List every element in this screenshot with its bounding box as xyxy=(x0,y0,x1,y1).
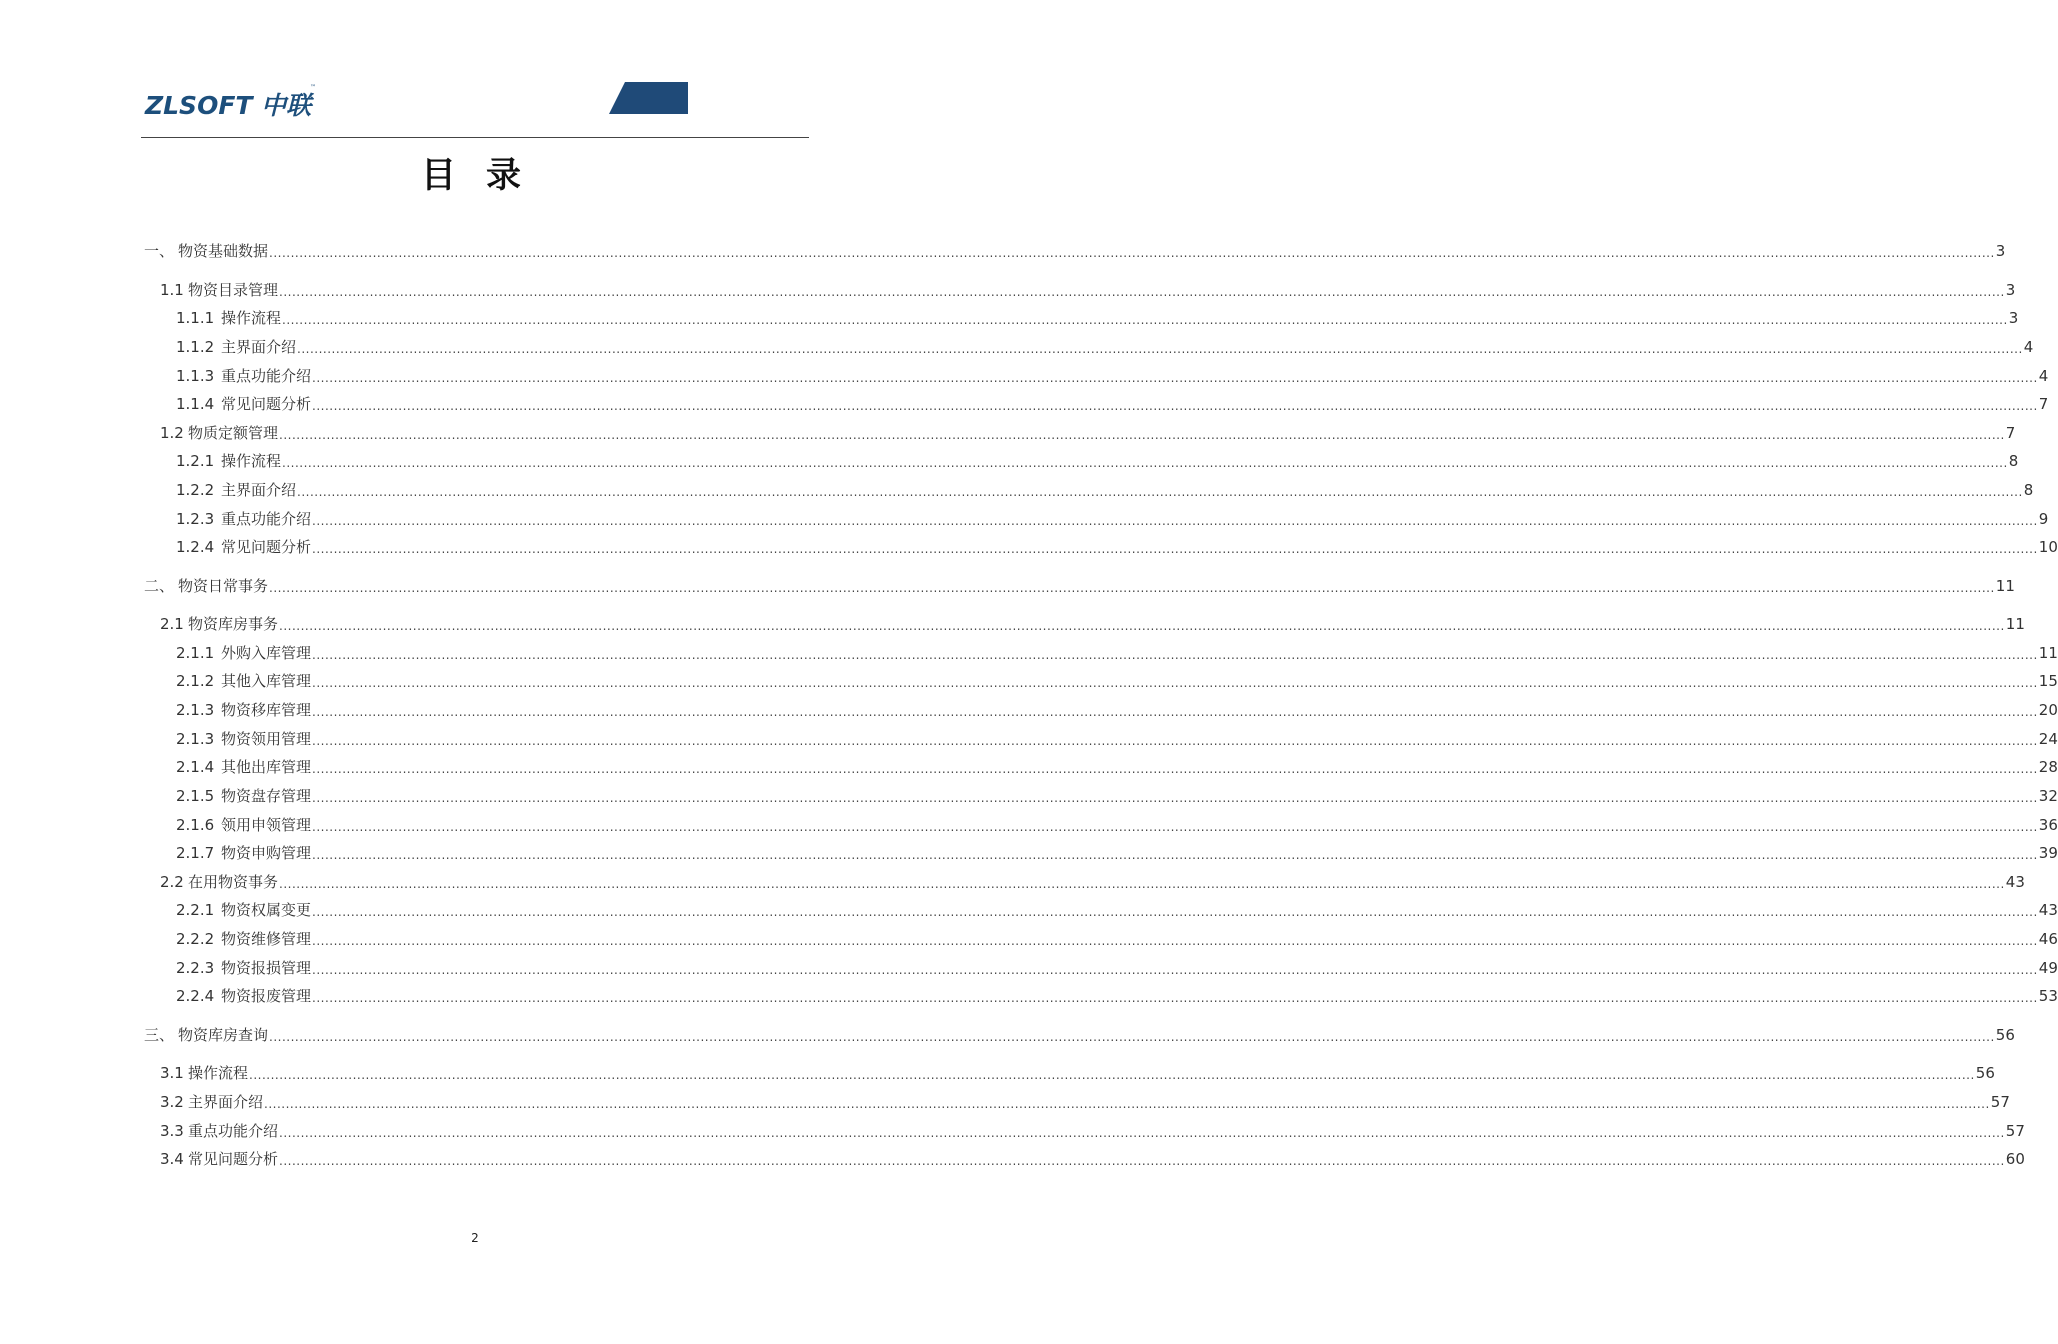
toc-dot-leader: ................................................................................................................................................................................................................................................................................................................................................................................................................ xyxy=(312,542,2038,556)
toc-entry-label: 常见问题分析 xyxy=(188,1150,279,1168)
toc-dot-leader: ................................................................................................................................................................................................................................................................................................................................................................................................................ xyxy=(282,313,2008,327)
toc-entry[interactable] xyxy=(160,1121,2025,1141)
toc-entry-label: 物资基础数据 xyxy=(178,242,269,260)
toc-entry-number: 2.1.2 xyxy=(176,672,215,690)
toc-entry-number: 1.1.2 xyxy=(176,338,215,356)
toc-entry-label: 物资库房查询 xyxy=(178,1026,269,1044)
toc-entry-page: 53 xyxy=(2038,987,2058,1005)
toc-entry-number: 2.1.5 xyxy=(176,787,215,805)
toc-entry[interactable] xyxy=(176,815,2058,835)
toc-dot-leader: ................................................................................................................................................................................................................................................................................................................................................................................................................ xyxy=(297,485,2023,499)
logo-trademark: ™ xyxy=(310,84,316,91)
toc-entry-page: 11 xyxy=(2005,615,2025,633)
toc-entry[interactable] xyxy=(176,509,2049,529)
toc-dot-leader: ................................................................................................................................................................................................................................................................................................................................................................................................................ xyxy=(279,1126,2005,1140)
toc-entry[interactable] xyxy=(160,872,2025,892)
toc-entry-label: 操作流程 xyxy=(221,452,282,470)
toc-entry[interactable] xyxy=(176,643,2058,663)
toc-entry-page: 39 xyxy=(2038,844,2058,862)
toc-dot-leader: ................................................................................................................................................................................................................................................................................................................................................................................................................ xyxy=(249,1068,1975,1082)
toc-dot-leader: ................................................................................................................................................................................................................................................................................................................................................................................................................ xyxy=(279,877,2005,891)
toc-entry-page: 15 xyxy=(2038,672,2058,690)
toc-dot-leader: ................................................................................................................................................................................................................................................................................................................................................................................................................ xyxy=(312,848,2038,862)
toc-entry-page: 7 xyxy=(2038,395,2049,413)
toc-entry-page: 43 xyxy=(2005,873,2025,891)
toc-entry-number: 3.3 xyxy=(160,1122,184,1140)
toc-entry-label: 领用申领管理 xyxy=(221,816,312,834)
toc-entry-label: 常见问题分析 xyxy=(221,538,312,556)
toc-entry[interactable] xyxy=(176,480,2034,500)
toc-entry[interactable] xyxy=(176,786,2058,806)
toc-entry-number: 2.1 xyxy=(160,615,184,633)
toc-entry-page: 36 xyxy=(2038,816,2058,834)
toc-entry-page: 56 xyxy=(1995,1026,2015,1044)
toc-entry-number: 1.1.3 xyxy=(176,367,215,385)
toc-dot-leader: ................................................................................................................................................................................................................................................................................................................................................................................................................ xyxy=(312,371,2038,385)
toc-dot-leader: ................................................................................................................................................................................................................................................................................................................................................................................................................ xyxy=(312,963,2038,977)
toc-entry[interactable] xyxy=(176,537,2058,557)
toc-entry-page: 49 xyxy=(2038,959,2058,977)
toc-entry-page: 9 xyxy=(2038,510,2049,528)
header-divider xyxy=(141,137,809,138)
toc-entry-number: 2.2.4 xyxy=(176,987,215,1005)
toc-dot-leader: ................................................................................................................................................................................................................................................................................................................................................................................................................ xyxy=(312,991,2038,1005)
toc-entry-number: 三、 xyxy=(144,1026,175,1044)
toc-entry[interactable] xyxy=(176,958,2058,978)
toc-entry-number: 2.1.1 xyxy=(176,644,215,662)
toc-entry[interactable] xyxy=(176,929,2058,949)
toc-entry[interactable] xyxy=(160,1092,2010,1112)
toc-entry-page: 60 xyxy=(2005,1150,2025,1168)
toc-entry-label: 在用物资事务 xyxy=(188,873,279,891)
toc-entry[interactable] xyxy=(176,366,2049,386)
toc-entry[interactable] xyxy=(176,986,2058,1006)
toc-entry-page: 4 xyxy=(2038,367,2049,385)
toc-entry[interactable] xyxy=(176,700,2058,720)
toc-entry-number: 3.4 xyxy=(160,1150,184,1168)
toc-dot-leader: ................................................................................................................................................................................................................................................................................................................................................................................................................ xyxy=(269,1030,1995,1044)
toc-entry-label: 物资报废管理 xyxy=(221,987,312,1005)
toc-entry[interactable] xyxy=(176,729,2058,749)
toc-dot-leader: ................................................................................................................................................................................................................................................................................................................................................................................................................ xyxy=(312,676,2038,690)
toc-entry-label: 重点功能介绍 xyxy=(188,1122,279,1140)
toc-dot-leader: ................................................................................................................................................................................................................................................................................................................................................................................................................ xyxy=(312,514,2038,528)
toc-entry[interactable] xyxy=(176,757,2058,777)
toc-entry-page: 57 xyxy=(1990,1093,2010,1111)
toc-entry-page: 20 xyxy=(2038,701,2058,719)
toc-entry-label: 操作流程 xyxy=(221,309,282,327)
toc-entry[interactable] xyxy=(176,451,2019,471)
page-number: 2 xyxy=(471,1231,479,1245)
toc-entry-number: 1.2.3 xyxy=(176,510,215,528)
toc-entry-number: 2.2.3 xyxy=(176,959,215,977)
toc-entry[interactable] xyxy=(160,1063,1995,1083)
toc-dot-leader: ................................................................................................................................................................................................................................................................................................................................................................................................................ xyxy=(312,762,2038,776)
toc-entry-label: 物资维修管理 xyxy=(221,930,312,948)
toc-entry-label: 物资日常事务 xyxy=(178,577,269,595)
toc-dot-leader: ................................................................................................................................................................................................................................................................................................................................................................................................................ xyxy=(312,734,2038,748)
toc-dot-leader: ................................................................................................................................................................................................................................................................................................................................................................................................................ xyxy=(312,905,2038,919)
toc-dot-leader: ................................................................................................................................................................................................................................................................................................................................................................................................................ xyxy=(312,820,2038,834)
toc-entry-page: 11 xyxy=(2038,644,2058,662)
toc-entry-number: 1.2.2 xyxy=(176,481,215,499)
toc-entry[interactable] xyxy=(160,423,2016,443)
toc-entry-label: 其他出库管理 xyxy=(221,758,312,776)
toc-entry-number: 2.1.3 xyxy=(176,730,215,748)
toc-entry[interactable] xyxy=(176,843,2058,863)
toc-entry[interactable] xyxy=(176,671,2058,691)
toc-dot-leader: ................................................................................................................................................................................................................................................................................................................................................................................................................ xyxy=(264,1097,1990,1111)
toc-dot-leader: ................................................................................................................................................................................................................................................................................................................................................................................................................ xyxy=(279,1154,2005,1168)
toc-entry-number: 1.1.1 xyxy=(176,309,215,327)
toc-entry-number: 2.1.4 xyxy=(176,758,215,776)
toc-entry-page: 4 xyxy=(2023,338,2034,356)
toc-entry-page: 32 xyxy=(2038,787,2058,805)
toc-dot-leader: ................................................................................................................................................................................................................................................................................................................................................................................................................ xyxy=(312,791,2038,805)
toc-dot-leader: ................................................................................................................................................................................................................................................................................................................................................................................................................ xyxy=(279,619,2005,633)
toc-entry-label: 外购入库管理 xyxy=(221,644,312,662)
toc-entry-number: 1.2.4 xyxy=(176,538,215,556)
toc-entry[interactable] xyxy=(176,394,2049,414)
page-title: 目录 xyxy=(420,156,551,196)
toc-entry-label: 重点功能介绍 xyxy=(221,367,312,385)
toc-entry-page: 3 xyxy=(1995,242,2006,260)
toc-entry-page: 11 xyxy=(1995,577,2015,595)
toc-entry-label: 主界面介绍 xyxy=(221,338,297,356)
toc-dot-leader: ................................................................................................................................................................................................................................................................................................................................................................................................................ xyxy=(282,456,2008,470)
toc-entry-number: 一、 xyxy=(144,242,175,260)
toc-entry-label: 物资目录管理 xyxy=(188,281,279,299)
header-logo xyxy=(143,82,688,120)
toc-entry-page: 24 xyxy=(2038,730,2058,748)
toc-entry-label: 物资权属变更 xyxy=(221,901,312,919)
toc-entry-label: 常见问题分析 xyxy=(221,395,312,413)
toc-entry[interactable] xyxy=(144,241,2006,261)
toc-entry-label: 物资盘存管理 xyxy=(221,787,312,805)
toc-entry-number: 2.2 xyxy=(160,873,184,891)
toc-entry[interactable] xyxy=(176,308,2019,328)
toc-entry-page: 3 xyxy=(2008,309,2019,327)
toc-entry-label: 物资领用管理 xyxy=(221,730,312,748)
toc-dot-leader: ................................................................................................................................................................................................................................................................................................................................................................................................................ xyxy=(297,342,2023,356)
toc-entry[interactable] xyxy=(176,337,2034,357)
logo-text: ZLSOFT 中联 xyxy=(145,91,312,120)
toc-entry-label: 物资移库管理 xyxy=(221,701,312,719)
toc-entry-label: 物资报损管理 xyxy=(221,959,312,977)
toc-entry-page: 56 xyxy=(1975,1064,1995,1082)
toc-entry-number: 1.1.4 xyxy=(176,395,215,413)
toc-entry-label: 物资申购管理 xyxy=(221,844,312,862)
toc-entry[interactable] xyxy=(176,900,2058,920)
toc-entry-number: 3.2 xyxy=(160,1093,184,1111)
toc-dot-leader: ................................................................................................................................................................................................................................................................................................................................................................................................................ xyxy=(312,399,2038,413)
toc-entry-number: 2.2.2 xyxy=(176,930,215,948)
toc-entry[interactable] xyxy=(144,576,2015,596)
toc-entry-label: 重点功能介绍 xyxy=(221,510,312,528)
toc-entry-label: 主界面介绍 xyxy=(188,1093,264,1111)
toc-entry-number: 1.2 xyxy=(160,424,184,442)
toc-entry-number: 1.2.1 xyxy=(176,452,215,470)
toc-dot-leader: ................................................................................................................................................................................................................................................................................................................................................................................................................ xyxy=(312,934,2038,948)
toc-entry-number: 1.1 xyxy=(160,281,184,299)
toc-entry-page: 43 xyxy=(2038,901,2058,919)
toc-entry-page: 46 xyxy=(2038,930,2058,948)
toc-entry-number: 2.1.6 xyxy=(176,816,215,834)
toc-entry-number: 2.2.1 xyxy=(176,901,215,919)
toc-entry[interactable] xyxy=(160,280,2016,300)
toc-dot-leader: ................................................................................................................................................................................................................................................................................................................................................................................................................ xyxy=(279,285,2005,299)
toc-entry-page: 28 xyxy=(2038,758,2058,776)
toc-entry-label: 物质定额管理 xyxy=(188,424,279,442)
toc-entry-label: 物资库房事务 xyxy=(188,615,279,633)
toc-entry-label: 主界面介绍 xyxy=(221,481,297,499)
toc-entry-page: 7 xyxy=(2005,424,2016,442)
toc-entry-number: 二、 xyxy=(144,577,175,595)
toc-entry-page: 3 xyxy=(2005,281,2016,299)
toc-dot-leader: ................................................................................................................................................................................................................................................................................................................................................................................................................ xyxy=(279,428,2005,442)
toc-dot-leader: ................................................................................................................................................................................................................................................................................................................................................................................................................ xyxy=(269,581,1995,595)
toc-entry-page: 8 xyxy=(2023,481,2034,499)
toc-entry-number: 2.1.3 xyxy=(176,701,215,719)
toc-entry-label: 其他入库管理 xyxy=(221,672,312,690)
toc-entry-number: 2.1.7 xyxy=(176,844,215,862)
toc-entry[interactable] xyxy=(144,1025,2015,1045)
toc-entry[interactable] xyxy=(160,614,2025,634)
logo-stripes-graphic xyxy=(313,82,688,116)
toc-dot-leader: ................................................................................................................................................................................................................................................................................................................................................................................................................ xyxy=(312,705,2038,719)
toc-entry-page: 8 xyxy=(2008,452,2019,470)
toc-entry-page: 57 xyxy=(2005,1122,2025,1140)
toc-dot-leader: ................................................................................................................................................................................................................................................................................................................................................................................................................ xyxy=(269,246,1995,260)
toc-entry[interactable] xyxy=(160,1149,2025,1169)
toc-entry-number: 3.1 xyxy=(160,1064,184,1082)
toc-dot-leader: ................................................................................................................................................................................................................................................................................................................................................................................................................ xyxy=(312,648,2038,662)
toc-entry-label: 操作流程 xyxy=(188,1064,249,1082)
toc-entry-page: 10 xyxy=(2038,538,2058,556)
